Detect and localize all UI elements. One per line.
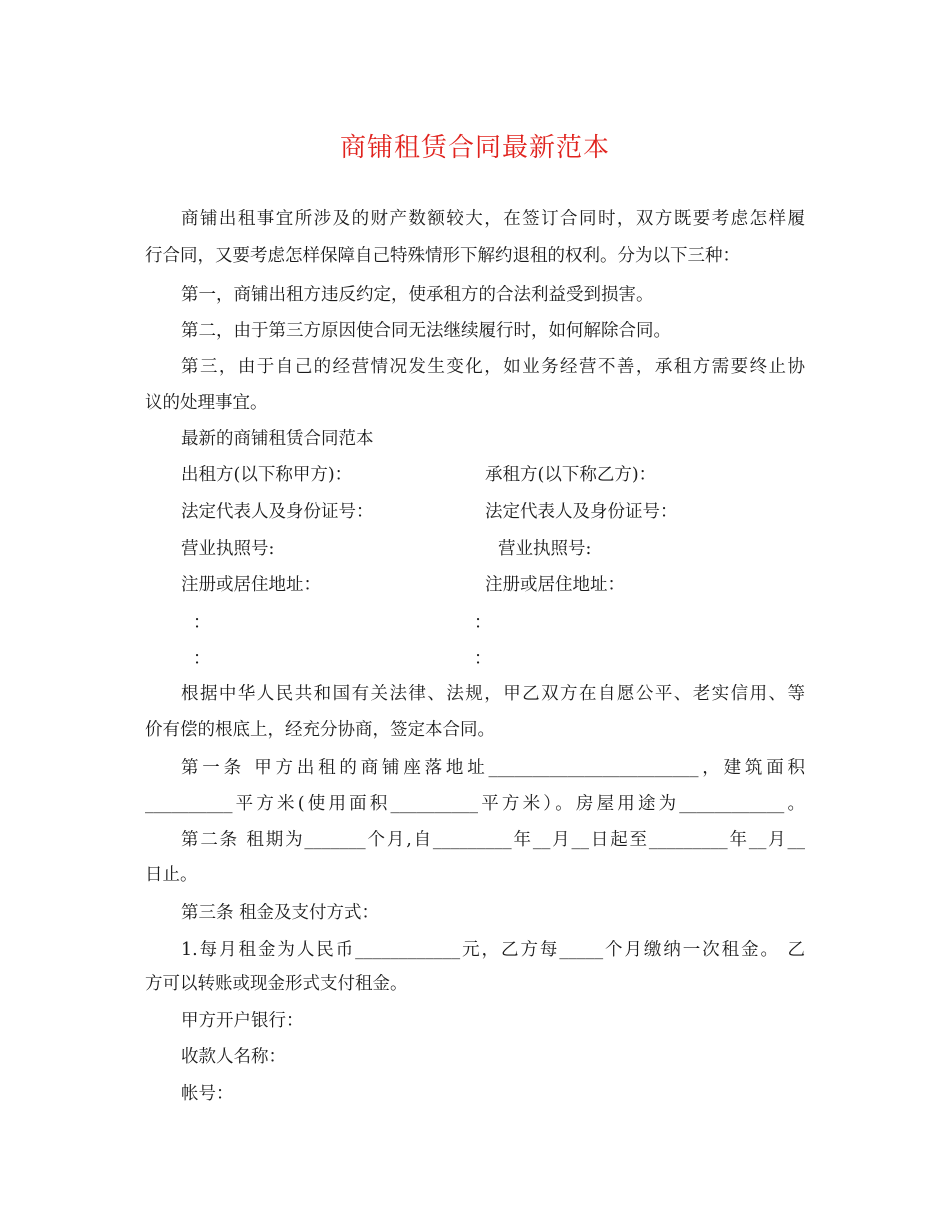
intro-paragraph-line: 行合同，又要考虑怎样保障自己特殊情形下解约退租的权利。分为以下三种： bbox=[145, 246, 740, 266]
article-one-line: 第一条 甲方出租的商铺座落地址________________________，建筑面积 bbox=[181, 758, 805, 778]
article-one-line: __________平方米(使用面积__________平方米）。房屋用途为____________。 bbox=[145, 794, 805, 814]
article-three-heading: 第三条 租金及支付方式： bbox=[181, 903, 380, 923]
account-label: 帐号： bbox=[181, 1084, 234, 1104]
article-two-line: 日止。 bbox=[145, 865, 198, 885]
contract-subtitle: 最新的商铺租赁合同范本 bbox=[181, 429, 374, 449]
rent-clause-line: 方可以转账或现金形式支付租金。 bbox=[145, 974, 408, 994]
lessor-license-label: 营业执照号: bbox=[181, 539, 275, 559]
intro-paragraph-line: 商铺出租事宜所涉及的财产数额较大，在签订合同时，双方既要考虑怎样履 bbox=[181, 209, 805, 229]
basis-paragraph-line: 价有偿的根底上，经充分协商，签定本合同。 bbox=[145, 720, 495, 740]
lessee-address-label: 注册或居住地址： bbox=[485, 575, 625, 595]
article-two-line: 第二条 租期为_______个月,自_________年__月__日起至_________年__月__ bbox=[181, 830, 805, 850]
blank-field-colon: ： bbox=[474, 649, 492, 669]
document-title: 商铺租赁合同最新范本 bbox=[339, 133, 610, 163]
lessor-representative-label: 法定代表人及身份证号： bbox=[181, 502, 374, 522]
basis-paragraph-line: 根据中华人民共和国有关法律、法规，甲乙双方在自愿公平、老实信用、等 bbox=[181, 684, 805, 704]
point-three-line: 第三，由于自己的经营情况发生变化，如业务经营不善，承租方需要终止协 bbox=[181, 357, 805, 377]
lessee-license-label: 营业执照号: bbox=[498, 539, 592, 559]
point-two: 第二，由于第三方原因使合同无法继续履行时，如何解除合同。 bbox=[181, 321, 671, 341]
bank-label: 甲方开户银行： bbox=[181, 1011, 304, 1031]
point-one: 第一，商铺出租方违反约定，使承租方的合法利益受到损害。 bbox=[181, 285, 654, 305]
lessee-label: 承租方(以下称乙方)： bbox=[485, 465, 657, 485]
lessee-representative-label: 法定代表人及身份证号： bbox=[485, 502, 678, 522]
blank-field-colon: ： bbox=[193, 613, 211, 633]
lessor-address-label: 注册或居住地址： bbox=[181, 575, 321, 595]
payee-label: 收款人名称： bbox=[181, 1047, 286, 1067]
point-three-line: 议的处理事宜。 bbox=[145, 393, 268, 413]
blank-field-colon: ： bbox=[193, 649, 211, 669]
lessor-label: 出租方(以下称甲方)： bbox=[181, 465, 353, 485]
blank-field-colon: ： bbox=[474, 613, 492, 633]
rent-clause-line: 1.每月租金为人民币____________元，乙方每_____个月缴纳一次租金。 乙 bbox=[181, 940, 805, 960]
